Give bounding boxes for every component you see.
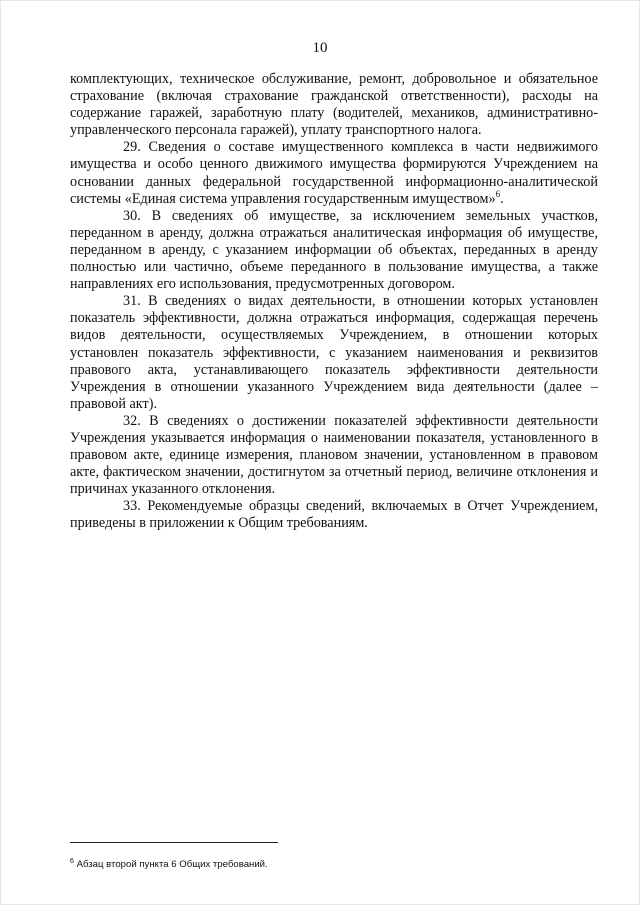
paragraph-31: 31. В сведениях о видах деятельности, в отношении которых установлен показатель эффективности, должна отражаться информация, содержащая перечень видов деятельности, осуществляемых Учреждением, в отношении которых установлен показатель эффективности, с указанием наименования и реквизитов правового акта, устанавливающего показатель эффективности деятельности Учреждения в отношении указанного Учреждением вида деятельности (далее – правовой акт). xyxy=(70,293,598,412)
paragraph-29-text: 29. Сведения о составе имущественного комплекса в части недвижимого имущества и особо ценного движимого имущества формируются Учреждением на основании данных федеральной государственной информационно-аналитической системы «Единая система управления государственным имуществом» xyxy=(70,139,598,207)
paragraph-30: 30. В сведениях об имуществе, за исключением земельных участков, переданном в аренду, должна отражаться аналитическая информация об имуществе, переданном в аренду, с указанием информации об объектах, переданных в аренду полностью или частично, объеме переданного в пользование имущества, а также направлениях его использования, предусмотренных договором. xyxy=(70,207,598,293)
paragraph-continuation: комплектующих, техническое обслуживание, ремонт, добровольное и обязательное страхование (включая страхование гражданской ответственности), расходы на содержание гаражей, заработную плату (водителей, механиков, административно-управленческого персонала гаражей), уплату транспортного налога. xyxy=(70,71,598,139)
footnote-reference[interactable]: 6 xyxy=(495,188,501,199)
footnote-separator xyxy=(70,842,278,843)
footnote xyxy=(70,859,590,871)
paragraph-29 xyxy=(70,139,598,207)
page-number: 10 xyxy=(312,40,328,56)
document-body xyxy=(70,71,598,533)
paragraph-33: 33. Рекомендуемые образцы сведений, включаемых в Отчет Учреждением, приведены в приложении к Общим требованиям. xyxy=(70,498,598,532)
paragraph-32: 32. В сведениях о достижении показателей эффективности деятельности Учреждения указывается информация о наименовании показателя, установленного в правовом акте, единице измерения, плановом значении, установленном в правовом акте, фактическом значении, достигнутом за отчетный период, величине отклонения и причинах указанного отклонения. xyxy=(70,412,598,498)
paragraph-29-period: . xyxy=(500,190,504,207)
footnote-text: Абзац второй пункта 6 Общих требований. xyxy=(76,859,268,870)
footnote-marker: 6 xyxy=(70,858,74,865)
